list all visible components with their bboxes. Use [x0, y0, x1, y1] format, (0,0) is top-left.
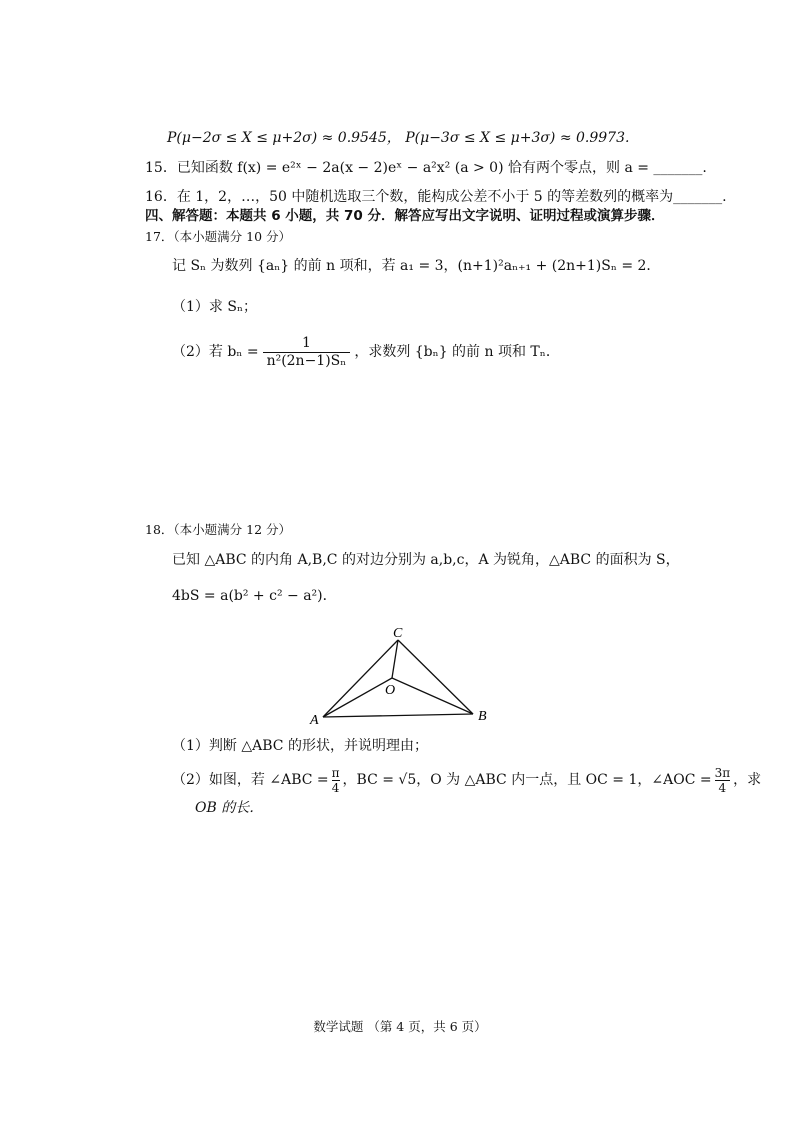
page-footer: 数学试题 （第 4 页，共 6 页） — [313, 1019, 487, 1034]
q18-fraction-1-denominator: 4 — [331, 781, 340, 796]
question-18-stem: 已知 △ABC 的内角 A,B,C 的对边分别为 a,b,c，A 为锐角，△ABC 的面积为 S， — [172, 552, 680, 568]
q18-fraction-2 — [715, 766, 731, 796]
q17-part2-suffix: ，求数列 {bₙ} 的前 n 项和 Tₙ． — [354, 343, 560, 360]
label-o: O — [385, 683, 396, 698]
question-17-part-1: （1）求 Sₙ； — [172, 299, 258, 315]
question-17-stem: 记 Sₙ 为数列 {aₙ} 的前 n 项和，若 a₁ = 3，(n+1)²aₙ₊₁ + (2n+1)Sₙ = 2． — [172, 258, 661, 274]
question-18-part-2-end: OB 的长． — [195, 800, 264, 816]
label-c: C — [393, 626, 403, 641]
q18-part2-c: ，求 — [733, 772, 762, 789]
edge-bc — [398, 640, 473, 714]
q17-fraction-denominator: n²(2n−1)Sₙ — [266, 352, 347, 369]
normal-distribution-line: P(μ−2σ ≤ X ≤ μ+2σ) ≈ 0.9545， P(μ−3σ ≤ X ≤ μ+3σ) ≈ 0.9973. — [167, 130, 630, 146]
segment-oa — [323, 678, 392, 717]
q18-fraction-2-denominator: 4 — [718, 781, 727, 796]
question-18-part-2 — [172, 766, 761, 796]
question-15: 15．已知函数 f(x) = e²ˣ − 2a(x − 2)eˣ − a²x² (a > 0) 恰有两个零点，则 a = _______. — [145, 160, 707, 176]
q18-fraction-1-numerator: π — [331, 766, 340, 780]
question-18-equation: 4bS = a(b² + c² − a²)． — [172, 588, 337, 604]
edge-ac — [323, 640, 398, 717]
segment-ob — [392, 678, 473, 714]
label-a: A — [310, 713, 319, 728]
q18-part2-a: （2）如图，若 ∠ABC = — [172, 772, 329, 789]
q18-part2-b: ，BC = √5，O 为 △ABC 内一点，且 OC = 1，∠AOC = — [342, 772, 712, 789]
label-b: B — [478, 709, 487, 724]
question-18-part-1: （1）判断 △ABC 的形状，并说明理由； — [172, 738, 428, 754]
section-4-heading: 四、解答题：本题共 6 小题，共 70 分．解答应写出文字说明、证明过程或演算步骤． — [145, 208, 665, 224]
q18-fraction-2-numerator: 3π — [714, 766, 731, 780]
q18-fraction-1 — [332, 766, 340, 796]
question-16: 16．在 1，2，…，50 中随机选取三个数，能构成公差不小于 5 的等差数列的概率为_______. — [145, 189, 727, 205]
edge-ab — [323, 714, 473, 717]
question-17-heading: 17．（本小题满分 10 分） — [145, 229, 292, 244]
q17-part2-prefix: （2）若 bₙ = — [172, 343, 259, 360]
q17-fraction-numerator: 1 — [301, 335, 311, 351]
question-18-heading: 18．（本小题满分 12 分） — [145, 522, 292, 537]
